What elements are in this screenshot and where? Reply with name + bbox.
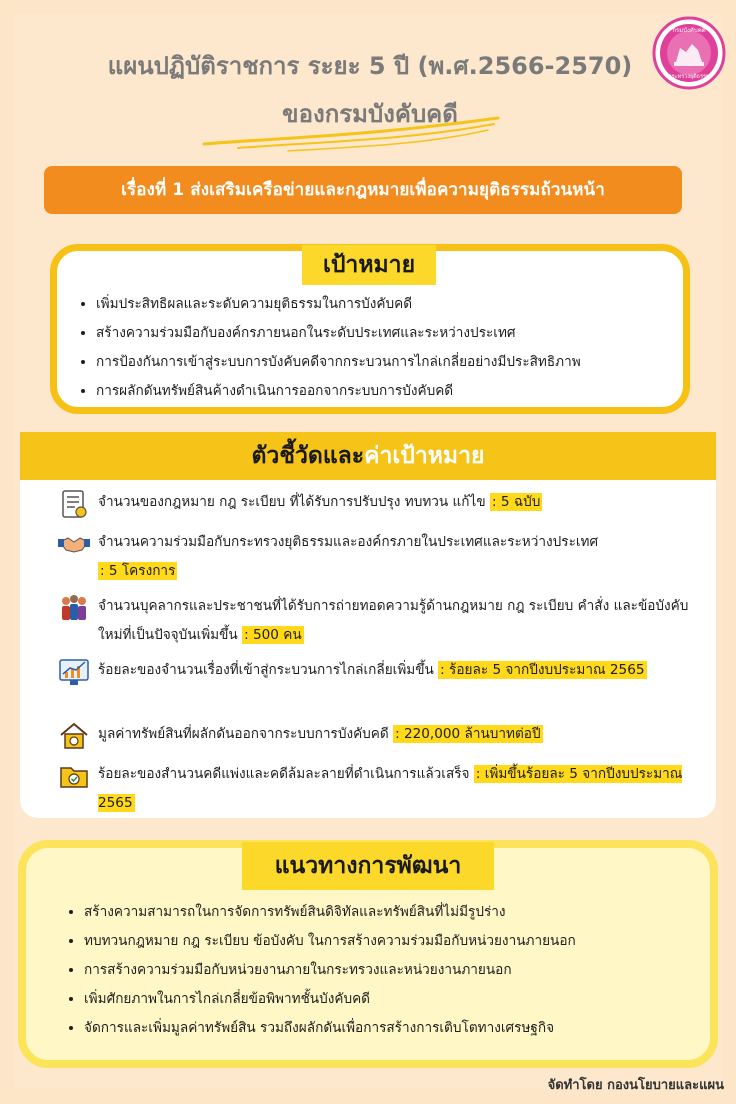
goal-item: • เพิ่มประสิทธิผลและระดับความยุติธรรมในการบังคับคดี	[96, 290, 581, 319]
indicator-text: จำนวนความร่วมมือกับกระทรวงยุติธรรมและองค์กรภายในประเทศและระหว่างประเทศ	[98, 534, 599, 550]
indicators-heading-part2: ค่าเป้าหมาย	[364, 443, 485, 469]
footer-credit: จัดทำโดย กองนโยบายและแผน	[547, 1078, 724, 1093]
indicator-target: : 500 คน	[244, 627, 302, 643]
growth-chart-icon	[58, 656, 90, 688]
seal-text-top: กรมบังคับคดี	[672, 27, 706, 34]
department-seal-logo	[652, 16, 726, 90]
development-heading: แนวทางการพัฒนา	[242, 842, 494, 890]
development-item: • การสร้างความร่วมมือกับหน่วยงานภายในกระทรวงและหน่วยงานภายนอก	[84, 956, 576, 985]
goals-heading: เป้าหมาย	[302, 245, 436, 285]
house-money-icon	[58, 720, 90, 752]
seal-text-bottom: กระทรวงยุติธรรม	[668, 74, 710, 80]
indicator-target: : เพิ่มขึ้นร้อยละ 5 จากปีงบประมาณ 2565	[98, 766, 683, 811]
goals-list	[74, 290, 581, 406]
indicators-heading-part1: ตัวชี้วัดและ	[251, 443, 365, 469]
development-list	[62, 898, 576, 1043]
development-item: • สร้างความสามารถในการจัดการทรัพย์สินดิจิทัลและทรัพย์สินที่ไม่มีรูปร่าง	[84, 898, 576, 927]
indicator-target: : 220,000 ล้านบาทต่อปี	[395, 726, 541, 742]
document-checklist-icon	[58, 488, 90, 520]
development-item: • เพิ่มศักยภาพในการไกล่เกลี่ยข้อพิพาทชั้นบังคับคดี	[84, 985, 576, 1014]
indicators-heading	[20, 432, 716, 480]
indicator-text: ร้อยละของจำนวนเรื่องที่เข้าสู่กระบวนการไกล่เกลี่ยเพิ่มขึ้น	[98, 662, 434, 678]
decorative-swoosh	[198, 114, 508, 154]
indicator-text: ร้อยละของสำนวนคดีแพ่งและคดีล้มละลายที่ดำเนินการแล้วเสร็จ	[98, 766, 470, 782]
indicator-text: จำนวนบุคลากรและประชาชนที่ได้รับการถ่ายทอดความรู้ด้านกฎหมาย กฎ ระเบียบ คำสั่ง และข้อบังคับใหม่ที่เป็นปัจจุบันเพิ่มขึ้น	[98, 598, 689, 643]
indicator-target: : ร้อยละ 5 จากปีงบประมาณ 2565	[440, 662, 645, 678]
folder-check-icon	[58, 760, 90, 792]
people-group-icon	[58, 592, 90, 624]
title-line-2: ของกรมบังคับคดี	[282, 100, 458, 128]
goal-item: • สร้างความร่วมมือกับองค์กรภายนอกในระดับประเทศและระหว่างประเทศ	[96, 319, 581, 348]
goal-item: • การป้องกันการเข้าสู่ระบบการบังคับคดีจากกระบวนการไกล่เกลี่ยอย่างมีประสิทธิภาพ	[96, 348, 581, 377]
indicator-text: จำนวนของกฎหมาย กฎ ระเบียบ ที่ได้รับการปรับปรุง ทบทวน แก้ไข	[98, 494, 486, 510]
handshake-icon	[58, 528, 90, 560]
indicator-target: : 5 โครงการ	[100, 563, 176, 579]
indicator-target: : 5 ฉบับ	[492, 494, 541, 510]
goal-item: • การผลักดันทรัพย์สินค้างดำเนินการออกจากระบบการบังคับคดี	[96, 377, 581, 406]
title-line-1: แผนปฏิบัติราชการ ระยะ 5 ปี (พ.ศ.2566-2570)	[107, 52, 633, 80]
topic-banner: เรื่องที่ 1 ส่งเสริมเครือข่ายและกฎหมายเพื่อความยุติธรรมถ้วนหน้า	[44, 166, 682, 214]
indicator-text: มูลค่าทรัพย์สินที่ผลักดันออกจากระบบการบังคับคดี	[98, 726, 389, 742]
development-item: • ทบทวนกฎหมาย กฎ ระเบียบ ข้อบังคับ ในการสร้างความร่วมมือกับหน่วยงานภายนอก	[84, 927, 576, 956]
development-item: • จัดการและเพิ่มมูลค่าทรัพย์สิน รวมถึงผลักดันเพื่อการสร้างการเติบโตทางเศรษฐกิจ	[84, 1014, 576, 1043]
